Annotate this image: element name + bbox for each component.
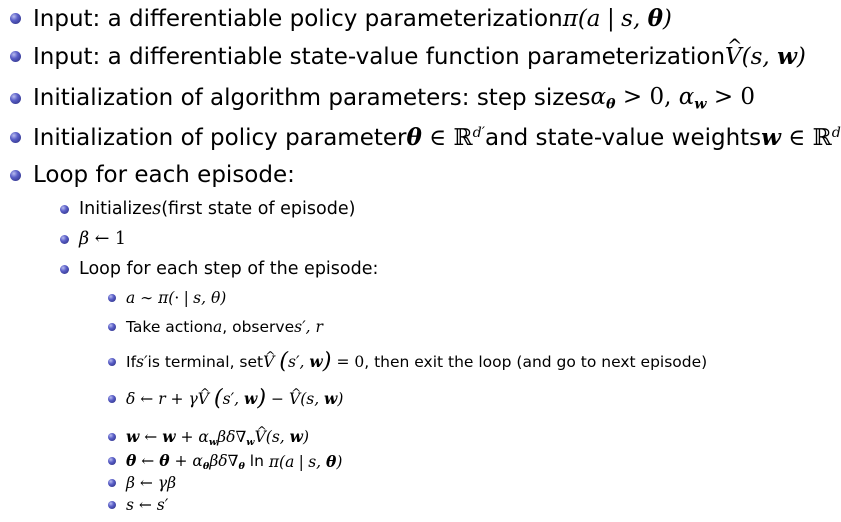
item-text: and state-value weights xyxy=(484,124,762,151)
math-expression: w ← $w + \alpha_w\beta\delta\nabla_w\^{}$ V(s, w) xyxy=(126,427,309,448)
bullet-icon xyxy=(108,433,116,441)
math-expression: δ ← r + γ^ V (s′, w) − ^ V(s, w) xyxy=(126,389,343,408)
list-item xyxy=(108,289,226,307)
item-text: Initialize xyxy=(79,199,153,219)
list-item xyxy=(10,5,672,32)
math-expression: θ ← $\theta + \alpha_\theta\beta\delta\nabla_\theta$ xyxy=(126,451,245,472)
bullet-icon xyxy=(108,501,116,509)
list-item xyxy=(60,259,378,279)
bullet-icon xyxy=(10,170,21,181)
list-item xyxy=(60,199,355,219)
item-text: If xyxy=(126,352,137,371)
math-expression: s ← s′ xyxy=(126,496,169,514)
bullet-icon xyxy=(108,358,116,366)
item-text: is terminal, set xyxy=(147,352,264,371)
item-text: Input: a differentiable state-value function parameterization xyxy=(33,43,726,70)
bullet-icon xyxy=(60,205,69,214)
item-text: , observe xyxy=(222,318,295,336)
math-expression: s′, r xyxy=(294,318,323,336)
math-expression: ^ V (s′, w) = 0 xyxy=(263,352,364,371)
item-text: , then exit the loop (and go to next episode) xyxy=(364,352,708,371)
list-item xyxy=(10,84,755,112)
item-text: Loop for each step of the episode: xyxy=(79,259,379,279)
math-expression: $\alpha_\theta > 0$, $\alpha_w > 0$ xyxy=(590,84,756,113)
list-item xyxy=(108,496,168,514)
item-text: Loop for each episode: xyxy=(33,162,295,188)
item-text: Initialization of algorithm parameters: step sizes xyxy=(33,85,591,112)
math-expression: s xyxy=(152,199,162,219)
item-text: Initialization of policy parameter xyxy=(33,124,407,151)
math-expression: π(a | s, θ) xyxy=(263,451,343,471)
item-text: Take action xyxy=(126,318,213,336)
list-item xyxy=(10,43,806,70)
list-item xyxy=(108,348,708,375)
list-item xyxy=(108,474,176,492)
bullet-icon xyxy=(10,51,21,62)
list-item xyxy=(10,124,841,151)
bullet-icon xyxy=(60,265,69,274)
item-text: (first state of episode) xyxy=(161,199,356,219)
math-expression: π(a | s, θ) xyxy=(562,5,672,32)
math-expression: ^ V(s, w) xyxy=(725,43,806,70)
math-expression: a ∼ π(· | s, θ) xyxy=(126,289,227,307)
bullet-icon xyxy=(10,132,21,143)
item-text: ln xyxy=(249,452,264,471)
bullet-icon xyxy=(108,294,116,302)
list-item xyxy=(108,427,309,448)
bullet-icon xyxy=(108,395,116,403)
list-item xyxy=(108,318,323,336)
bullet-icon xyxy=(10,13,21,24)
bullet-icon xyxy=(108,323,116,331)
math-expression: a xyxy=(213,318,223,336)
bullet-icon xyxy=(60,235,69,244)
list-item xyxy=(60,229,126,249)
list-item xyxy=(108,385,344,412)
item-text: Input: a differentiable policy parameterization xyxy=(33,5,563,32)
math-expression: β ← γβ xyxy=(126,474,177,492)
list-item xyxy=(108,451,342,472)
bullet-icon xyxy=(10,93,21,104)
list-item xyxy=(10,162,295,188)
math-expression: w ∈ ℝ$^d$ xyxy=(761,124,841,151)
math-expression: s′ xyxy=(136,352,148,371)
math-expression: β ← 1 xyxy=(79,229,127,249)
math-expression: θ ∈ ℝ$^{d'}$ xyxy=(406,124,485,151)
bullet-icon xyxy=(108,479,116,487)
bullet-icon xyxy=(108,457,116,465)
